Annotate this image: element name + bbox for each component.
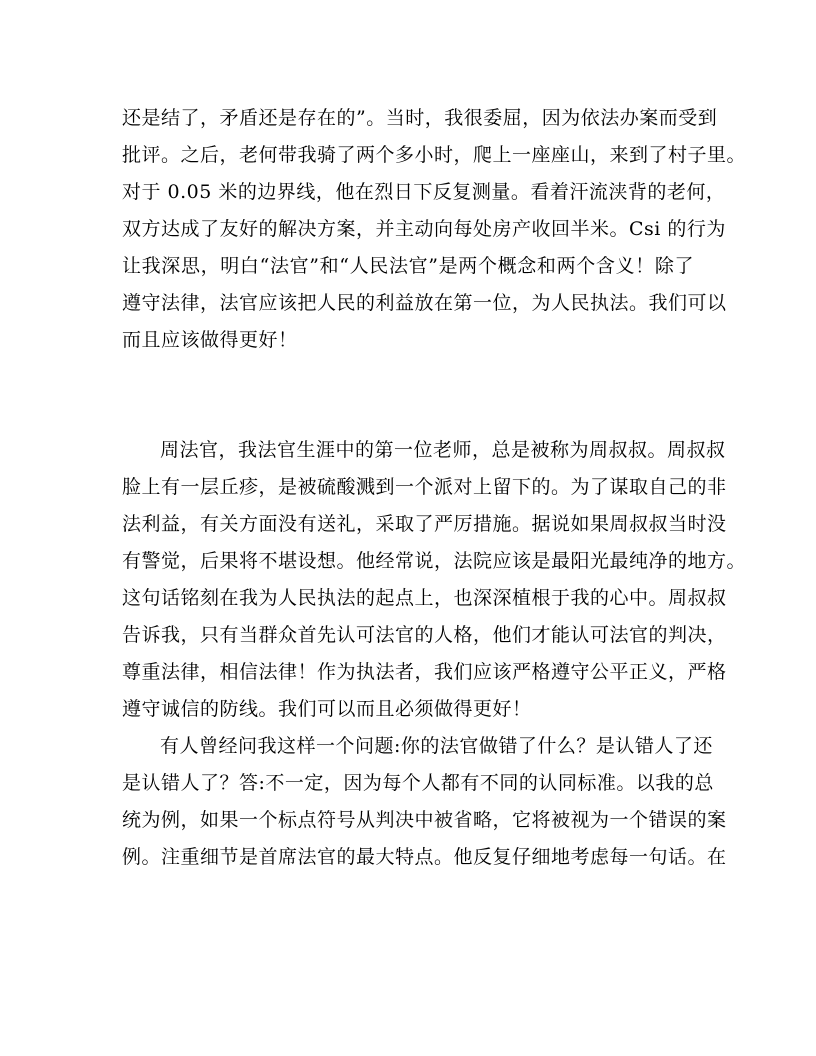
text-line: 让我深思，明白“法官”和“人民法官”是两个概念和两个含义！除了 [122,255,694,277]
text-line: 遵守诚信的防线。我们可以而且必须做得更好！ [122,698,532,720]
text-line-indented: 有人曾经问我这样一个问题:你的法官做错了什么？是认错人了还 [160,735,713,757]
text-line: 遵守法律，法官应该把人民的利益放在第一位，为人民执法。我们可以 [122,292,727,314]
text-line: 尊重法律，相信法律！作为执法者，我们应该严格遵守公平正义，严格 [122,661,727,683]
text-line: 例。注重细节是首席法官的最大特点。他反复仔细地考虑每一句话。在 [122,846,727,868]
text-line: 告诉我，只有当群众首先认可法官的人格，他们才能认可法官的判决， [122,624,727,646]
text-line: 脸上有一层丘疹，是被硫酸溅到一个派对上留下的。为了谋取自己的非 [122,476,727,498]
text-line: 这句话铭刻在我为人民执法的起点上，也深深植根于我的心中。周叔叔 [122,587,727,609]
text-line: 双方达成了友好的解决方案，并主动向每处房产收回半米。Csi 的行为 [122,218,726,240]
text-line-indented: 周法官，我法官生涯中的第一位老师，总是被称为周叔叔。周叔叔 [160,439,726,461]
text-line: 有警觉，后果将不堪设想。他经常说，法院应该是最阳光最纯净的地方。 [122,550,747,572]
text-line: 统为例，如果一个标点符号从判决中被省略，它将被视为一个错误的案 [122,809,727,831]
text-line: 批评。之后，老何带我骑了两个多小时，爬上一座座山，来到了村子里。 [122,144,747,166]
text-line: 法利益，有关方面没有送礼，采取了严厉措施。据说如果周叔叔当时没 [122,513,727,535]
text-line: 是认错人了？答:不一定，因为每个人都有不同的认同标准。以我的总 [122,772,714,794]
text-line: 还是结了，矛盾还是存在的”。当时，我很委屈，因为依法办案而受到 [122,107,718,129]
text-line: 而且应该做得更好！ [122,329,298,351]
text-line: 对于 0.05 米的边界线，他在烈日下反复测量。看着汗流浃背的老何， [122,181,726,203]
